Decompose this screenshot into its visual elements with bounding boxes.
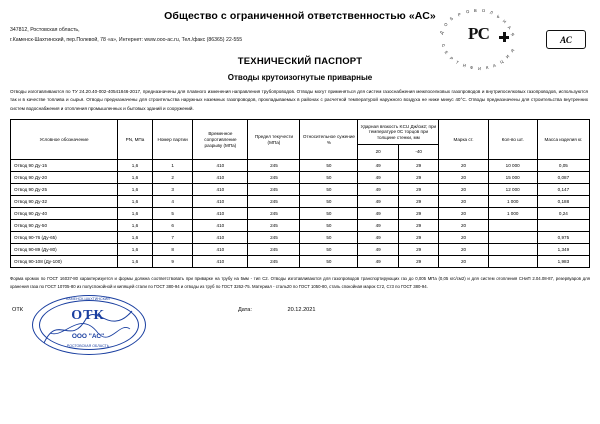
cell-party: 3 (152, 184, 193, 196)
cell-t20: 49 (358, 208, 399, 220)
as-mark-logo: АС (546, 30, 586, 49)
footer-note: Форма кромок по ГОСТ 16037-80 характеризуется и формы должна соответствовать при приварке на трубу на 5мм - тип С2. Отводы изготавливаются для газопроводов транспортирующих газ до 0,005 МПа (0,05 кгс/см2) и для систем отопления СНиП 2.04.08-87, резервуаров для хранения газа по ГОСТ 10705-80 из полуспокойной и кипящей стали по ГОСТ 380-94 и отводы из труб по ГОСТ 3262-75. Материал - сталь20 по ГОСТ 1050-80, сталь спокойная марок Ст2, Ст3 по ГОСТ 380-94. (10, 276, 590, 289)
cell-predel: 245 (248, 256, 300, 268)
cell-party: 1 (152, 160, 193, 172)
th-predel: Предел текучести (МПа) (248, 120, 300, 160)
cert-arc-letter: С (440, 42, 447, 49)
cert-arc-letter: А (506, 24, 513, 31)
cert-arc-letter: Ф (469, 64, 474, 71)
cell-t20: 49 (358, 160, 399, 172)
cell-kolvo: 10 000 (488, 160, 537, 172)
date-block (238, 307, 316, 313)
cell-party: 4 (152, 196, 193, 208)
cell-otnositelnoe: 50 (300, 256, 358, 268)
cell-predel: 245 (248, 244, 300, 256)
cell-otnositelnoe: 50 (300, 196, 358, 208)
cert-arc-letter: В (473, 7, 478, 14)
cell-t40: 29 (398, 184, 439, 196)
cell-otnositelnoe: 50 (300, 184, 358, 196)
cell-name: Отвод 90 Ду-15 (11, 160, 118, 172)
otk-stamp (32, 295, 144, 357)
th-pn: PN, МПа (118, 120, 153, 160)
certification-stamp (438, 7, 588, 72)
th-name: Условное обозначение (11, 120, 118, 160)
cell-name: Отвод 90 Ду-20 (11, 172, 118, 184)
cell-massa: 0,188 (537, 196, 589, 208)
cell-t40: 29 (398, 208, 439, 220)
cell-kolvo (488, 256, 537, 268)
cell-t40: 29 (398, 196, 439, 208)
cell-predel: 245 (248, 160, 300, 172)
cell-massa: 1,983 (537, 256, 589, 268)
company-title: Общество с ограниченной ответственностью «АС» (164, 10, 436, 22)
cell-vremennoe: 410 (193, 208, 248, 220)
cell-marka: 20 (439, 160, 488, 172)
cell-vremennoe: 410 (193, 244, 248, 256)
cell-party: 7 (152, 232, 193, 244)
cert-arc-letter: Ц (499, 58, 505, 65)
signature-row (10, 296, 590, 365)
cell-vremennoe: 410 (193, 256, 248, 268)
address-line-1: 347812, Ростовская область, (10, 27, 80, 33)
cell-vremennoe: 410 (193, 172, 248, 184)
signature-scribble (40, 303, 136, 349)
cell-kolvo (488, 244, 537, 256)
table-row (11, 184, 590, 196)
cell-vremennoe: 410 (193, 184, 248, 196)
cert-arc-letter: И (462, 62, 468, 69)
cell-predel: 245 (248, 232, 300, 244)
cert-arc-letter: Д (438, 29, 445, 36)
cell-marka: 20 (439, 220, 488, 232)
table-row (11, 196, 590, 208)
cell-kolvo: 15 000 (488, 172, 537, 184)
th-massa: Масса изделия кг. (537, 120, 589, 160)
cell-party: 2 (152, 172, 193, 184)
cell-name: Отвод 90-76 (Ду-65) (11, 232, 118, 244)
table-row (11, 256, 590, 268)
cert-arc-letter: И (477, 65, 482, 72)
cell-massa: 0,05 (537, 160, 589, 172)
cell-t40: 29 (398, 220, 439, 232)
cell-party: 9 (152, 256, 193, 268)
cell-name: Отвод 90 Ду-40 (11, 208, 118, 220)
cell-pn: 1,6 (118, 184, 153, 196)
cert-arc-letter: Л (489, 9, 494, 16)
th-otnositelnoe: Относительное сужение % (300, 120, 358, 160)
table-row (11, 208, 590, 220)
cell-kolvo: 1 000 (488, 196, 537, 208)
th-marka: Марка ст. (439, 120, 488, 160)
cell-marka: 20 (439, 256, 488, 268)
cell-t40: 29 (398, 172, 439, 184)
cert-arc-letter: Е (443, 49, 450, 56)
cert-arc-letter: А (492, 62, 497, 69)
cell-t20: 49 (358, 196, 399, 208)
cell-predel: 245 (248, 184, 300, 196)
cell-t20: 49 (358, 172, 399, 184)
cell-vremennoe: 410 (193, 196, 248, 208)
table-body (11, 160, 590, 268)
cross-icon (499, 32, 509, 42)
cell-otnositelnoe: 50 (300, 220, 358, 232)
cell-name: Отвод 90-108 (Ду-100) (11, 256, 118, 268)
table-head (11, 120, 590, 160)
otk-stamp-bottom-text: РОСТОВСКАЯ ОБЛАСТЬ (66, 343, 110, 348)
table-header-row-1 (11, 120, 590, 145)
otk-stamp-top-text: КАМЕНСК-ШАХТИНСКИЙ (66, 296, 110, 301)
table-row (11, 160, 590, 172)
cell-kolvo (488, 232, 537, 244)
cell-t40: 29 (398, 256, 439, 268)
cell-predel: 245 (248, 172, 300, 184)
cell-predel: 245 (248, 196, 300, 208)
th-party: Номер партии (152, 120, 193, 160)
cell-pn: 1,6 (118, 244, 153, 256)
cert-arc-letter: Р (457, 11, 462, 18)
th-udarnaya-group: Ударная вязкость KCU Дж/см2; при температуре 0С торцов при толщине стенки, мм (358, 120, 439, 145)
cell-pn: 1,6 (118, 196, 153, 208)
cell-marka: 20 (439, 196, 488, 208)
th-vremennoe: Временное сопротивление разрыву (МПа) (193, 120, 248, 160)
cell-name: Отвод 90-89 (Ду-80) (11, 244, 118, 256)
cell-marka: 20 (439, 184, 488, 196)
pct-logo-text: РС (468, 24, 489, 43)
cert-arc-letter: Н (501, 18, 508, 25)
cert-arc-letter: Я (509, 47, 516, 54)
cert-arc-letter: Б (448, 15, 455, 22)
cell-vremennoe: 410 (193, 220, 248, 232)
cell-name: Отвод 90 Ду-32 (11, 196, 118, 208)
table-row (11, 244, 590, 256)
specification-table (10, 119, 590, 268)
cell-name: Отвод 90 Ду-25 (11, 184, 118, 196)
cell-party: 5 (152, 208, 193, 220)
cell-massa: 1,349 (537, 244, 589, 256)
cell-pn: 1,6 (118, 160, 153, 172)
cert-arc-letter: Я (509, 31, 516, 38)
th-t40: -40 (398, 145, 439, 160)
cell-otnositelnoe: 50 (300, 160, 358, 172)
cell-kolvo (488, 220, 537, 232)
cell-pn: 1,6 (118, 232, 153, 244)
cell-vremennoe: 410 (193, 232, 248, 244)
cell-kolvo: 1 000 (488, 208, 537, 220)
cell-massa: 0,24 (537, 208, 589, 220)
cell-t40: 29 (398, 232, 439, 244)
cell-pn: 1,6 (118, 208, 153, 220)
cert-arc-letter: О (465, 8, 470, 15)
cell-otnositelnoe: 50 (300, 208, 358, 220)
cell-marka: 20 (439, 208, 488, 220)
address-line-2: г.Каменск-Шахтинский, пер.Полевой, 78 «а», Интернет: www.ooo-ac.ru, Тел./факс (86365) 22-555 (10, 36, 243, 43)
cell-party: 6 (152, 220, 193, 232)
cell-pn: 1,6 (118, 220, 153, 232)
table-row (11, 232, 590, 244)
cell-party: 8 (152, 244, 193, 256)
otk-stamp-sub-text: ООО "АС" (71, 332, 105, 340)
cell-massa: 0,975 (537, 232, 589, 244)
otk-stamp-main-text: ОТК (71, 307, 105, 323)
cell-kolvo: 12 000 (488, 184, 537, 196)
table-row (11, 220, 590, 232)
cert-arc-letter: И (504, 53, 511, 60)
cell-otnositelnoe: 50 (300, 172, 358, 184)
otk-label: ОТК (12, 306, 24, 313)
cell-massa (537, 220, 589, 232)
cell-t20: 49 (358, 220, 399, 232)
cert-arc-letter: Т (454, 59, 460, 66)
th-t20: 20 (358, 145, 399, 160)
cell-t40: 29 (398, 244, 439, 256)
cert-arc-letter: О (442, 21, 449, 28)
cell-pn: 1,6 (118, 172, 153, 184)
cell-marka: 20 (439, 172, 488, 184)
th-kolvo: Кол-во шт. (488, 120, 537, 160)
cert-arc-letter: Р (448, 55, 455, 62)
date-label: Дата: (238, 306, 252, 313)
table-row (11, 172, 590, 184)
cell-t40: 29 (398, 160, 439, 172)
cell-pn: 1,6 (118, 256, 153, 268)
date-value: 20.12.2021 (287, 306, 316, 313)
cell-otnositelnoe: 50 (300, 232, 358, 244)
intro-paragraph: Отводы изготавливаются по ТУ 24.20.40-002-40541846-2017, предназначены для плавного изменения направления трубопроводов. Отводы могут применяться для систем газоснабжения межпоселковых газопроводов и внутрипоселковых газопроводов, используются так и в качестве топлива и сырья. Отводы предназначены для строительства наружных наземных газопроводов, прокладываемых в районах с расчетной температурой наружного воздуха не ниже минус 40°С. Отводы предназначены для строительства внутренних систем водоснабжения и отопления промышленных и бытовых зданий и сооружений. (10, 88, 588, 111)
cell-t20: 49 (358, 184, 399, 196)
cell-marka: 20 (439, 244, 488, 256)
cell-marka: 20 (439, 232, 488, 244)
cell-massa: 0,147 (537, 184, 589, 196)
cell-vremennoe: 410 (193, 160, 248, 172)
cell-t20: 49 (358, 232, 399, 244)
cell-predel: 245 (248, 220, 300, 232)
page-subtitle: Отводы крутоизогнутые приварные (227, 72, 373, 82)
cell-t20: 49 (358, 244, 399, 256)
cell-name: Отвод 90 Ду-50 (11, 220, 118, 232)
cell-t20: 49 (358, 256, 399, 268)
cell-otnositelnoe: 50 (300, 244, 358, 256)
cell-massa: 0,087 (537, 172, 589, 184)
cert-arc-letter: К (485, 64, 489, 71)
cert-arc-letter: О (481, 7, 486, 14)
cell-predel: 245 (248, 208, 300, 220)
page-title: ТЕХНИЧЕСКИЙ ПАСПОРТ (237, 55, 363, 67)
cert-arc-letter: Ь (495, 13, 501, 20)
